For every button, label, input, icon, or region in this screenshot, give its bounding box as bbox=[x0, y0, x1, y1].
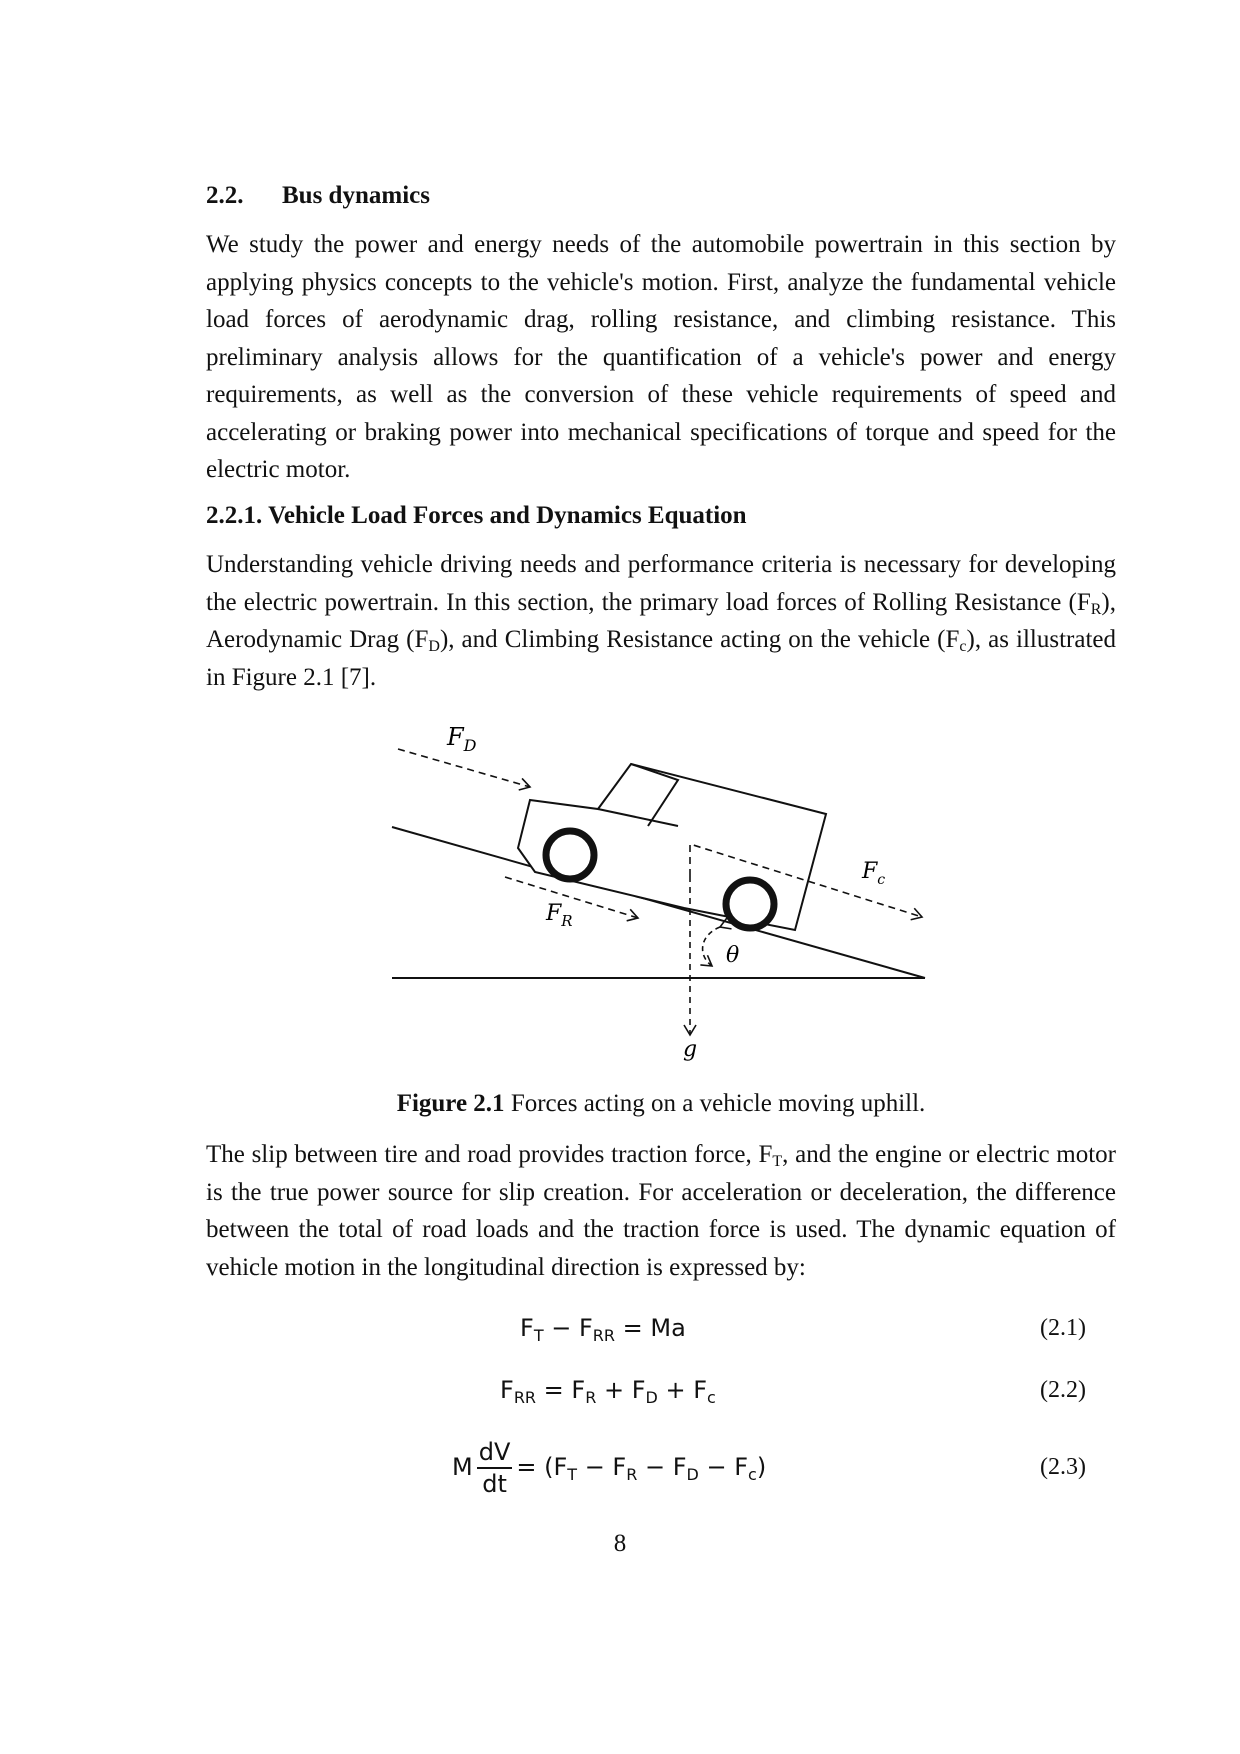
fd-label: $F_D$ bbox=[447, 723, 477, 755]
caption-label: Figure 2.1 bbox=[396, 1090, 505, 1117]
equation-2-3-number: (2.3) bbox=[1040, 1454, 1086, 1480]
forces-text-2: ), Aerodynamic Drag (F bbox=[206, 588, 1116, 653]
sub-d: D bbox=[428, 638, 440, 655]
vehicle-forces-diagram bbox=[380, 720, 940, 1070]
sub-r: R bbox=[1090, 600, 1102, 618]
equation-2-2-number: (2.2) bbox=[1040, 1377, 1086, 1403]
caption-text: Forces acting on a vehicle moving uphill. bbox=[504, 1090, 926, 1117]
fr-label: $F_R$ bbox=[546, 901, 573, 930]
section-number: 2.2. bbox=[206, 182, 244, 209]
subsection-number: 2.2.1. bbox=[206, 502, 263, 529]
fc-label: $F_c$ bbox=[862, 859, 886, 888]
traction-text-2: , and the engine or electric motor is the true power source for slip creation. For acceleration or deceleration, the difference between the total of road loads and the traction force is used. The dynamic equation of vehicle motion in the longitudinal direction is expressed by: bbox=[206, 1141, 1116, 1281]
forces-text-1: Understanding vehicle driving needs and performance criteria is necessary for developing the electric powertrain. In this section, the primary load forces of Rolling Resistance (F bbox=[206, 551, 1116, 616]
page-number: 8 bbox=[613, 1530, 627, 1557]
forces-paragraph-block bbox=[206, 546, 1116, 696]
subsection-title: Vehicle Load Forces and Dynamics Equation bbox=[268, 502, 747, 529]
theta-arc bbox=[703, 927, 720, 966]
traction-paragraph-block bbox=[206, 1136, 1116, 1286]
sub-t: T bbox=[772, 1153, 783, 1170]
g-label: g bbox=[683, 1037, 698, 1062]
forces-text-4: ), as illustrated in Figure 2.1 [7]. bbox=[206, 626, 1117, 691]
equation-2-1-number: (2.1) bbox=[1040, 1315, 1086, 1341]
traction-paragraph bbox=[206, 1136, 1116, 1286]
traction-text-1: The slip between tire and road provides traction force, F bbox=[206, 1141, 773, 1168]
theta-label: θ bbox=[726, 943, 740, 968]
forces-text-3: ), and Climbing Resistance acting on the vehicle (F bbox=[439, 626, 960, 653]
front-wheel bbox=[726, 880, 774, 928]
intro-paragraph-block bbox=[206, 226, 1116, 489]
sub-c: c bbox=[959, 638, 967, 655]
equation-2-3: M $\frac{dV}{dt}$ = $(F_T - F_R - F_D - F_c)$ bbox=[452, 1438, 767, 1498]
figure-caption bbox=[206, 1088, 1116, 1120]
equation-2-2: $F_{RR} = F_R + F_D + F_c$ bbox=[500, 1376, 716, 1407]
rear-wheel bbox=[546, 831, 594, 879]
equation-2-1: $F_T - F_{RR} = Ma$ bbox=[520, 1314, 686, 1345]
subsection-heading bbox=[206, 501, 1116, 531]
forces-paragraph bbox=[206, 546, 1116, 696]
section-heading bbox=[206, 181, 1116, 211]
section-title: Bus dynamics bbox=[282, 182, 430, 209]
dv-dt-fraction: $\frac{dV}{dt}$ bbox=[478, 1438, 511, 1498]
intro-paragraph: We study the power and energy needs of the automobile powertrain in this section by applying physics concepts to the vehicle's motion. First, analyze the fundamental vehicle load forces of aerodynamic drag, rolling resistance, and climbing resistance. This preliminary analysis allows for the quantification of a vehicle's power and energy requirements, as well as the conversion of these vehicle requirements of speed and accelerating or braking power into mechanical specifications of torque and speed for the electric motor. bbox=[206, 231, 1116, 483]
